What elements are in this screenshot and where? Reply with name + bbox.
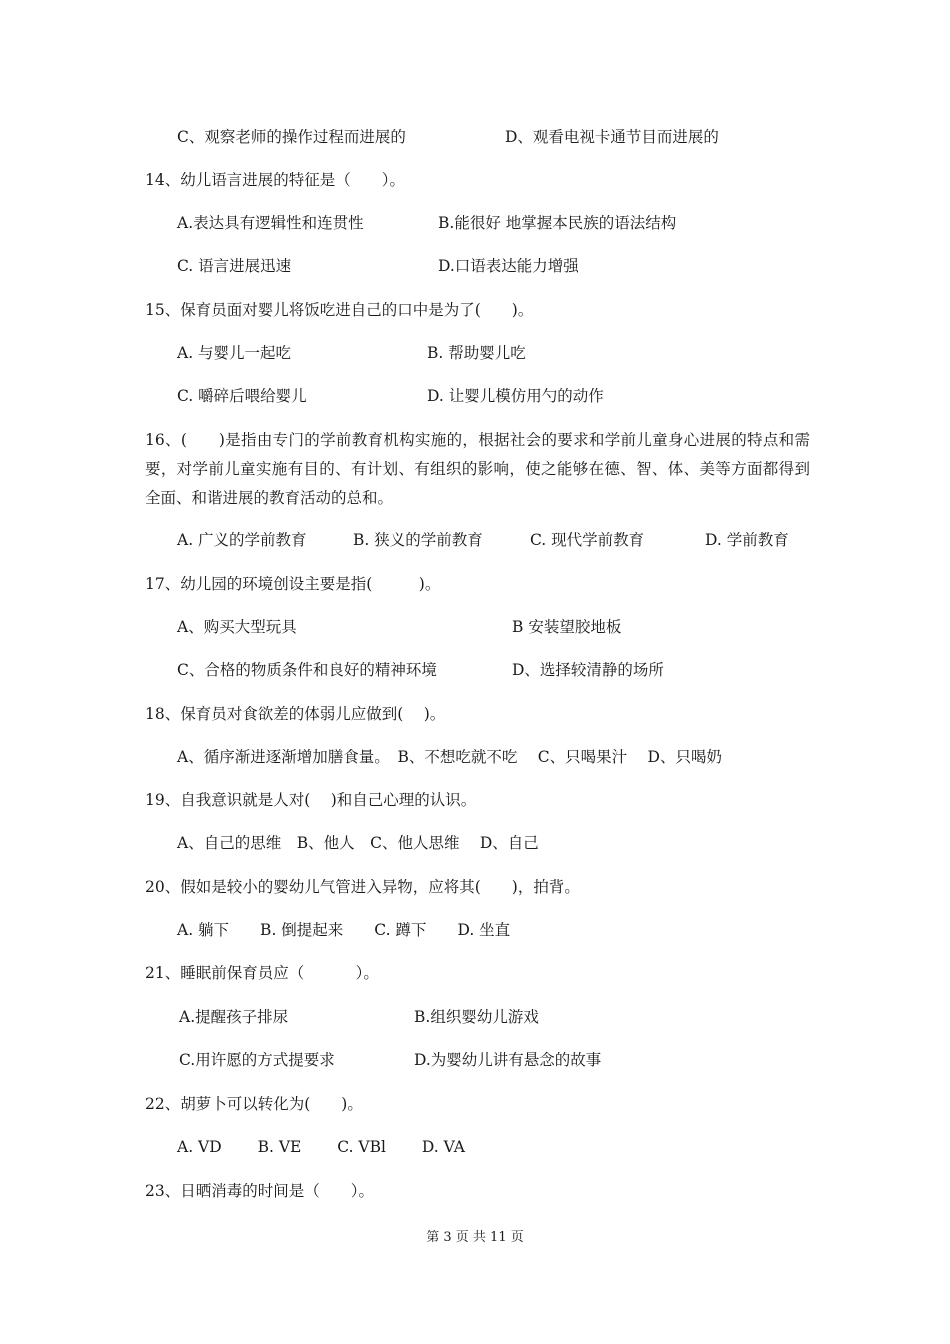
q16-option-d: D. 学前教育 (705, 531, 789, 549)
q13-option-d: D、观看电视卡通节目而进展的 (505, 128, 719, 146)
q19-stem: 19、自我意识就是人对( )和自己心理的认识。 (145, 791, 477, 809)
q19-options: A、自己的思维 B、他人 C、他人思维 D、自己 (177, 834, 539, 852)
q21-option-c: C.用许愿的方式提要求 (179, 1051, 335, 1069)
q21-option-b: B.组织婴幼儿游戏 (414, 1008, 539, 1026)
q14-option-c: C. 语言进展迅速 (177, 257, 292, 275)
q21-option-d: D.为婴幼儿讲有悬念的故事 (414, 1051, 602, 1069)
q18-stem: 18、保育员对食欲差的体弱儿应做到( )。 (145, 705, 446, 723)
q21-option-a: A.提醒孩子排尿 (179, 1008, 289, 1026)
q21-stem: 21、睡眠前保育员应（ ）。 (145, 964, 379, 982)
q16-stem: 16、( )是指由专门的学前教育机构实施的，根据社会的要求和学前儿童身心进展的特点和需要，对学前儿童实施有目的、有计划、有组织的影响，使之能够在德、智、体、美等方面都得到全面、和谐进展的教育活动的总和。 (145, 431, 810, 507)
q14-option-b: B.能很好 地掌握本民族的语法结构 (438, 214, 677, 232)
q20-stem: 20、假如是较小的婴幼儿气管进入异物，应将其( )，拍背。 (145, 878, 580, 896)
q23-stem: 23、日晒消毒的时间是（ ）。 (145, 1182, 374, 1200)
q17-stem: 17、幼儿园的环境创设主要是指( )。 (145, 575, 441, 593)
page-number-footer: 第 3 页 共 11 页 (426, 1230, 524, 1245)
q16-option-c: C. 现代学前教育 (530, 531, 645, 549)
q15-option-a: A. 与婴儿一起吃 (177, 344, 292, 362)
q20-options: A. 躺下 B. 倒提起来 C. 蹲下 D. 坐直 (177, 921, 511, 939)
q15-option-d: D. 让婴儿模仿用勺的动作 (427, 387, 604, 405)
q13-option-c: C、观察老师的操作过程而进展的 (177, 128, 406, 146)
q17-option-d: D、选择较清静的场所 (512, 661, 664, 679)
q14-option-a: A.表达具有逻辑性和连贯性 (177, 214, 364, 232)
q15-stem: 15、保育员面对婴儿将饭吃进自己的口中是为了( )。 (145, 301, 534, 319)
q16-option-b: B. 狭义的学前教育 (353, 531, 483, 549)
q22-options: A. VD B. VE C. VBl D. VA (177, 1138, 465, 1156)
q15-option-c: C. 嚼碎后喂给婴儿 (177, 387, 307, 405)
q15-option-b: B. 帮助婴儿吃 (427, 344, 526, 362)
q17-option-b: B 安装望胶地板 (512, 618, 622, 636)
q16-option-a: A. 广义的学前教育 (177, 531, 307, 549)
q17-option-a: A、购买大型玩具 (177, 618, 297, 636)
q17-option-c: C、合格的物质条件和良好的精神环境 (177, 661, 437, 679)
q18-options: A、循序渐进逐渐增加膳食量。 B、不想吃就不吃 C、只喝果汁 D、只喝奶 (177, 748, 722, 766)
q14-option-d: D.口语表达能力增强 (438, 257, 579, 275)
q22-stem: 22、胡萝卜可以转化为( )。 (145, 1095, 363, 1113)
q14-stem: 14、幼儿语言进展的特征是（ ）。 (145, 171, 405, 189)
